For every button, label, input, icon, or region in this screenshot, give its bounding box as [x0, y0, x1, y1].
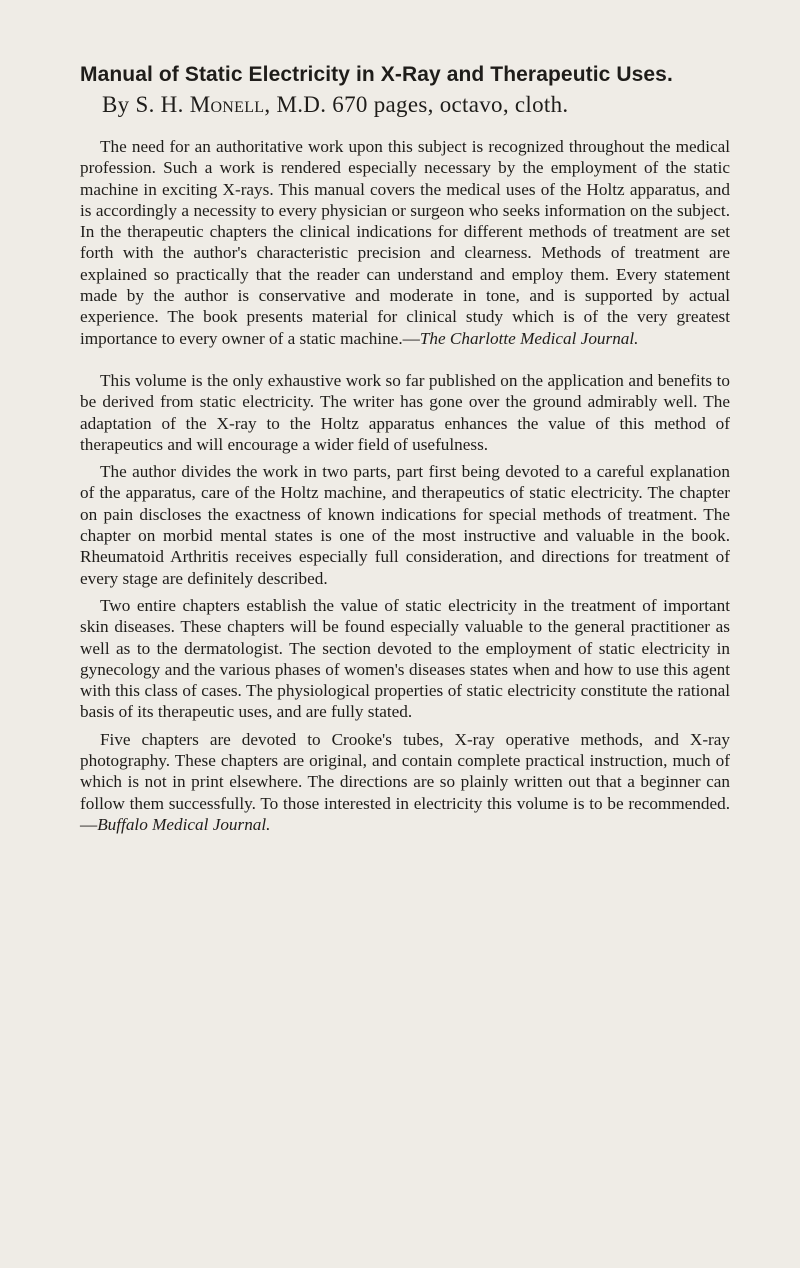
- byline-details: , M.D. 670 pages, octavo, cloth.: [264, 92, 569, 117]
- byline-prefix: By S. H.: [102, 92, 190, 117]
- review-text: Five chapters are devoted to Crooke's tubes, X-ray operative methods, and X-ray photography. These chapters are original, and contain complete practical instruction, much of which is not in print elsewhere. The directions are so plainly written out that a beginner can follow them successfully. To those interested in electricity this volume is to be recommended.—: [80, 729, 730, 834]
- author-name: Monell: [189, 92, 265, 117]
- review-paragraph-3: [80, 461, 730, 589]
- review-paragraph-2: [80, 370, 730, 455]
- review-paragraph-1: [80, 136, 730, 349]
- review-text: The author divides the work in two parts, part first being devoted to a careful explanation of the apparatus, care of the Holtz machine, and therapeutics of static electricity. The chapter on pain discloses the exactness of known indications for special methods of treatment. The chapter on morbid mental states is one of the most instructive and valuable in the book. Rheumatoid Arthritis receives especially full consideration, and directions for treatment of every stage are definitely described.: [80, 462, 730, 588]
- review-source: Buffalo Medical Journal.: [97, 814, 271, 834]
- review-paragraph-5: [80, 729, 730, 835]
- review-source: The Charlotte Medical Journal.: [419, 328, 639, 348]
- review-text: The need for an authoritative work upon this subject is recognized throughout the medical profession. Such a work is rendered especially necessary by the employment of the static machine in exciting X-rays. This manual covers the medical uses of the Holtz apparatus, and is accordingly a necessity to every physician or surgeon who seeks information on the subject. In the therapeutic chapters the clinical indications for different methods of treatment are set forth with the author's characteristic precision and clearness. Methods of treatment are explained so practically that the reader can understand and employ them. Every statement made by the author is conservative and moderate in tone, and is supported by actual experience. The book presents material for clinical study which is of the very greatest importance to every owner of a static machine.—: [80, 137, 730, 348]
- document-page: [80, 62, 730, 835]
- review-text: This volume is the only exhaustive work so far published on the application and benefits to be derived from static electricity. The writer has gone over the ground admirably well. The adaptation of the X-ray to the Holtz apparatus enhances the value of this method of therapeutics and will encourage a wider field of usefulness.: [80, 370, 730, 454]
- book-byline: [102, 90, 730, 120]
- review-paragraph-4: [80, 595, 730, 723]
- book-title: Manual of Static Electricity in X-Ray and Therapeutic Uses.: [80, 63, 673, 86]
- review-text: Two entire chapters establish the value of static electricity in the treatment of important skin diseases. These chapters will be found especially valuable to the general practitioner as well as to the dermatologist. The section devoted to the employment of static electricity in gynecology and the various phases of women's diseases states when and how to use this agent with this class of cases. The physiological properties of static electricity constitute the rational basis of its therapeutic uses, and are fully stated.: [80, 595, 730, 722]
